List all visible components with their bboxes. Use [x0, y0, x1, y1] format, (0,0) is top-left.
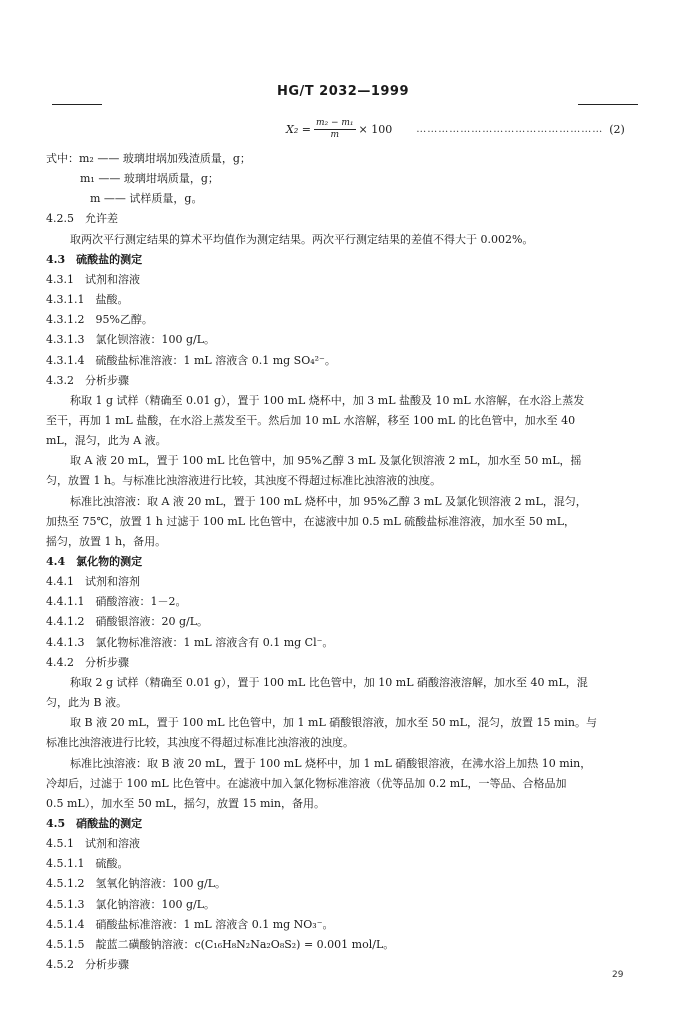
formula-2	[286, 118, 625, 141]
header-rule-left	[52, 104, 102, 105]
header-rule-right	[578, 104, 638, 105]
formula-numerator: m₂ − m₁	[315, 118, 354, 128]
text-line: 4.3.1.1 盐酸。	[46, 293, 129, 307]
text-line: 4.4.2 分析步骤	[46, 655, 129, 669]
text-line: 4.4.1 试剂和溶剂	[46, 575, 140, 589]
text-line: mL，混匀，此为 A 液。	[46, 434, 167, 448]
page-number: 29	[612, 970, 624, 980]
text-line: 称取 2 g 试样（精确至 0.01 g），置于 100 mL 比色管中，加 10 mL 硝酸溶液溶解，加水至 40 mL，混	[70, 675, 588, 689]
formula-leader-dots: ……………………………………………	[416, 124, 604, 135]
text-line: 4.5.1.5 靛蓝二磺酸钠溶液：c(C₁₆H₈N₂Na₂O₈S₂) = 0.001 mol/L。	[46, 937, 395, 951]
text-line: 4.5.1.2 氢氧化钠溶液：100 g/L。	[46, 877, 227, 891]
formula-number: (2)	[609, 123, 625, 136]
text-line: m —— 试样质量，g。	[90, 192, 203, 206]
text-line: 4.4.1.2 硝酸银溶液：20 g/L。	[46, 615, 209, 629]
text-line: 至干，再加 1 mL 盐酸，在水浴上蒸发至干。然后加 10 mL 水溶解，移至 100 mL 的比色管中，加水至 40	[46, 413, 576, 427]
text-line: 标准比浊溶液：取 B 液 20 mL，置于 100 mL 烧杯中，加 1 mL 硝酸银溶液，在沸水浴上加热 10 min，	[70, 756, 592, 770]
text-line: 摇匀，放置 1 h，备用。	[46, 534, 167, 548]
text-line: 标准比浊溶液进行比较，其浊度不得超过标准比浊溶液的浊度。	[46, 736, 354, 750]
text-line: 4.3 硫酸盐的测定	[46, 252, 143, 266]
text-line: 取 B 液 20 mL，置于 100 mL 比色管中，加 1 mL 硝酸银溶液，加水至 50 mL，混匀，放置 15 min。与	[70, 716, 597, 730]
text-line: m₁ —— 玻璃坩埚质量，g；	[80, 172, 219, 186]
text-line: 冷却后，过滤于 100 mL 比色管中。在滤液中加入氯化物标准溶液（优等品加 0.2 mL，一等品、合格品加	[46, 776, 567, 790]
formula-fraction	[314, 118, 356, 141]
text-line: 4.3.1.2 95%乙醇。	[46, 313, 153, 327]
text-line: 匀，放置 1 h。与标准比浊溶液进行比较，其浊度不得超过标准比浊溶液的浊度。	[46, 474, 442, 488]
text-line: 4.4.1.3 氯化物标准溶液：1 mL 溶液含有 0.1 mg Cl⁻。	[46, 635, 334, 649]
text-line: 取 A 液 20 mL，置于 100 mL 比色管中，加 95%乙醇 3 mL 及氯化钡溶液 2 mL，加水至 50 mL，摇	[70, 454, 582, 468]
text-line: 0.5 mL），加水至 50 mL，摇匀，放置 15 min，备用。	[46, 796, 325, 810]
text-line: 4.5 硝酸盐的测定	[46, 816, 143, 830]
text-line: 加热至 75℃，放置 1 h 过滤于 100 mL 比色管中，在滤液中加 0.5 mL 硫酸盐标准溶液，加水至 50 mL，	[46, 514, 576, 528]
text-line: 4.2.5 允许差	[46, 212, 118, 226]
text-line: 4.4.1.1 硝酸溶液：1－2。	[46, 595, 187, 609]
text-line: 4.3.2 分析步骤	[46, 373, 129, 387]
text-line: 匀，此为 B 液。	[46, 696, 128, 710]
formula-lhs: X₂ =	[286, 123, 311, 136]
text-line: 4.5.1.4 硝酸盐标准溶液：1 mL 溶液含 0.1 mg NO₃⁻。	[46, 917, 334, 931]
formula-tail: × 100	[358, 123, 393, 136]
formula-denominator: m	[330, 130, 340, 140]
text-line: 4.5.2 分析步骤	[46, 958, 129, 971]
text-line: 4.4 氯化物的测定	[46, 555, 143, 568]
text-line: 取两次平行测定结果的算术平均值作为测定结果。两次平行测定结果的差值不得大于 0.002%。	[70, 232, 534, 246]
text-line: 4.3.1.3 氯化钡溶液：100 g/L。	[46, 333, 216, 347]
text-line: 标准比浊溶液：取 A 液 20 mL，置于 100 mL 烧杯中，加 95%乙醇 3 mL 及氯化钡溶液 2 mL，混匀，	[70, 494, 587, 508]
text-line: 式中：m₂ —— 玻璃坩埚加残渣质量，g；	[46, 152, 251, 165]
text-line: 4.5.1.3 氯化钠溶液：100 g/L。	[46, 897, 216, 911]
text-line: 4.5.1 试剂和溶液	[46, 837, 140, 851]
text-line: 称取 1 g 试样（精确至 0.01 g），置于 100 mL 烧杯中，加 3 mL 盐酸及 10 mL 水溶解，在水浴上蒸发	[70, 393, 585, 407]
standard-header: HG/T 2032—1999	[276, 84, 410, 99]
text-line: 4.3.1 试剂和溶液	[46, 272, 140, 286]
text-line: 4.3.1.4 硫酸盐标准溶液：1 mL 溶液含 0.1 mg SO₄²⁻。	[46, 353, 336, 367]
text-line: 4.5.1.1 硫酸。	[46, 857, 129, 871]
